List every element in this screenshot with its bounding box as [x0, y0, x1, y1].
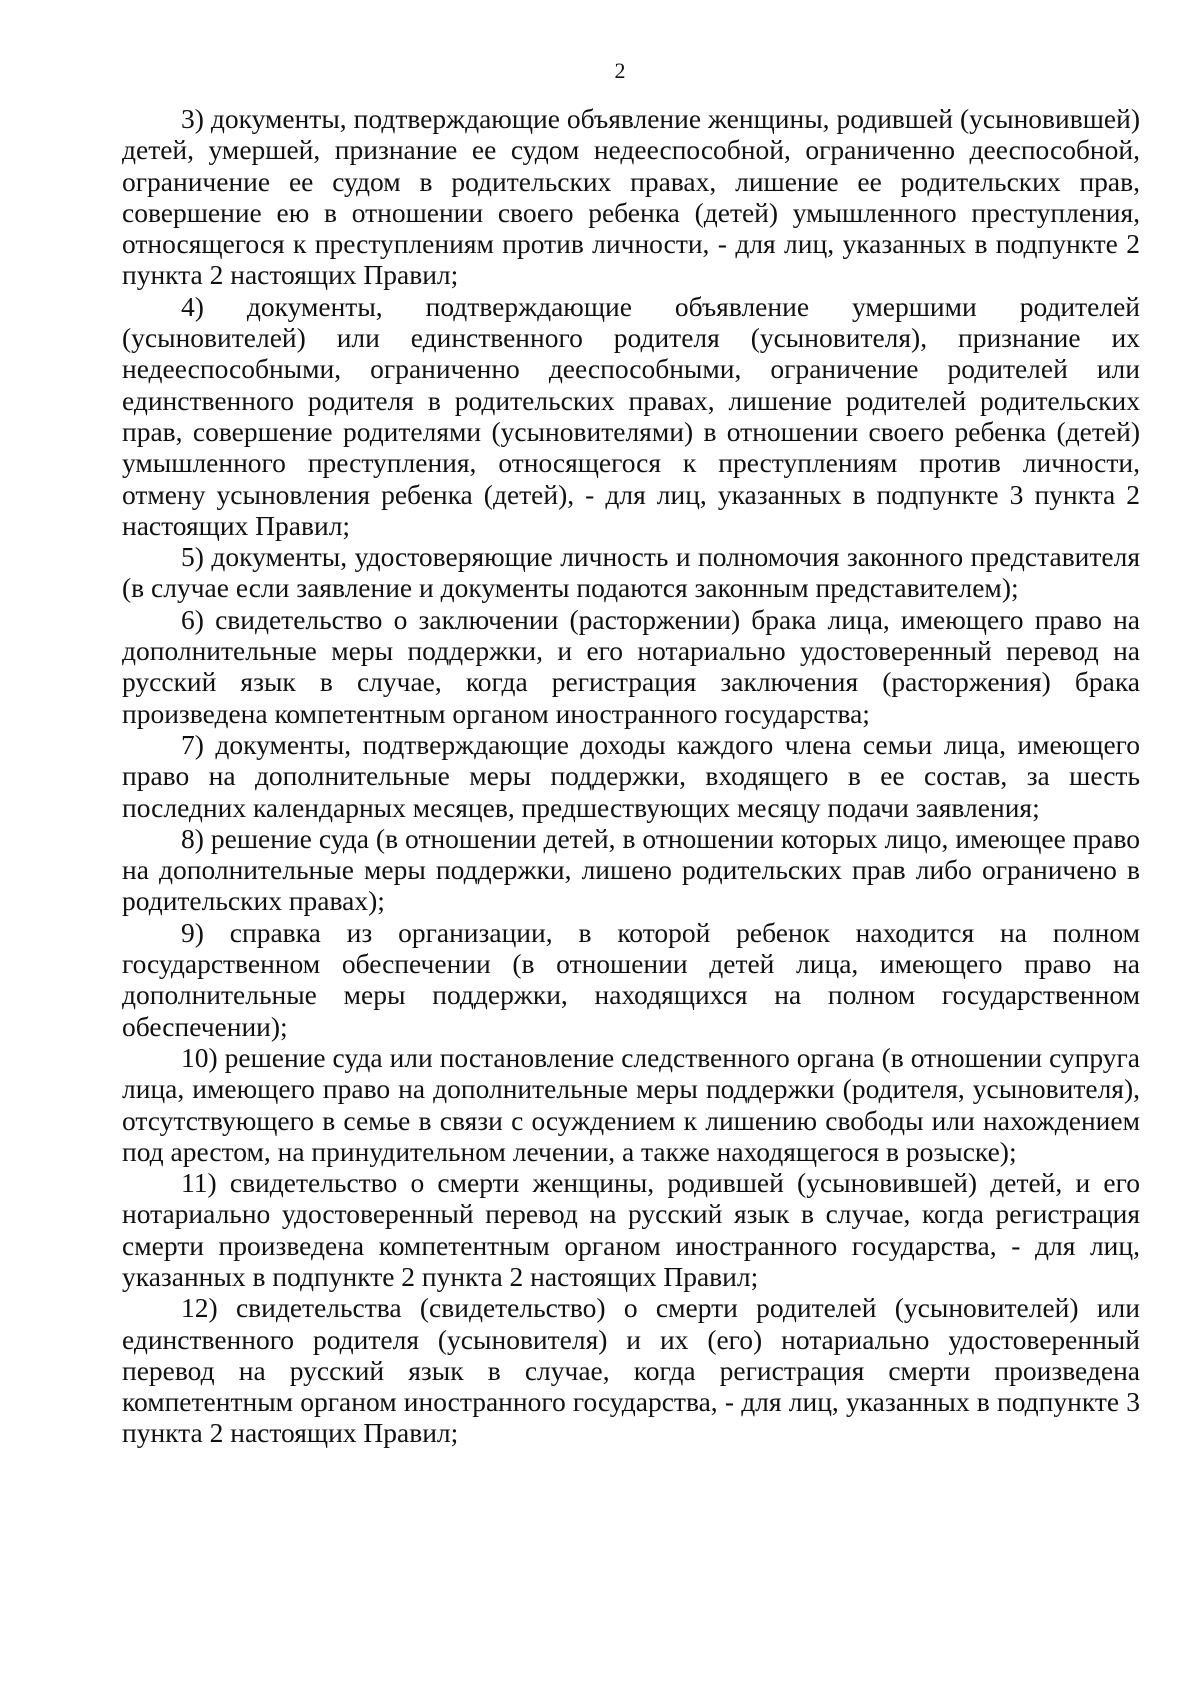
list-item-6: 6) свидетельство о заключении (расторжении) брака лица, имеющего право на дополнительные меры поддержки, и его нотариально удостоверенный перевод на русский язык в случае, когда регистрация заключения (расторжения) брака произведена компетентным органом иностранного государства;: [122, 603, 1140, 729]
document-body: [122, 103, 1140, 1449]
list-item-11: 11) свидетельство о смерти женщины, родившей (усыновившей) детей, и его нотариально удостоверенный перевод на русский язык в случае, когда регистрация смерти произведена компетентным органом иностранного государства, - для лиц, указанных в подпункте 2 пункта 2 настоящих Правил;: [122, 1167, 1140, 1292]
list-item-10: 10) решение суда или постановление следственного органа (в отношении супруга лица, имеющего право на дополнительные меры поддержки (родителя, усыновителя), отсутствующего в семье в связи с осуждением к лишению свободы или нахождением под арестом, на принудительном лечении, а также находящегося в розыске);: [122, 1041, 1140, 1167]
page-number: 2: [614, 58, 626, 83]
list-item-8: 8) решение суда (в отношении детей, в отношении которых лицо, имеющее право на дополнительные меры поддержки, лишено родительских прав либо ограничено в родительских правах);: [122, 822, 1140, 917]
list-item-3: 3) документы, подтверждающие объявление женщины, родившей (усыновившей) детей, умершей, признание ее судом недееспособной, ограниченно дееспособной, ограничение ее судом в родительских правах, лишение ее родительских прав, совершение ею в отношении своего ребенка (детей) умышленного преступления, относящегося к преступлениям против личности, - для лиц, указанных в подпункте 2 пункта 2 настоящих Правил;: [122, 103, 1140, 291]
list-item-4: 4) документы, подтверждающие объявление умершими родителей (усыновителей) или единственного родителя (усыновителя), признание их недееспособными, ограниченно дееспособными, ограничение родителей или единственного родителя в родительских правах, лишение родителей родительских прав, совершение родителями (усыновителями) в отношении своего ребенка (детей) умышленного преступления, относящегося к преступлениям против личности, отмену усыновления ребенка (детей), - для лиц, указанных в подпункте 3 пункта 2 настоящих Правил;: [122, 290, 1140, 541]
list-item-12: 12) свидетельства (свидетельство) о смерти родителей (усыновителей) или единственного родителя (усыновителя) и их (его) нотариально удостоверенный перевод на русский язык в случае, когда регистрация смерти произведена компетентным органом иностранного государства, - для лиц, указанных в подпункте 3 пункта 2 настоящих Правил;: [122, 1292, 1140, 1449]
list-item-7: 7) документы, подтверждающие доходы каждого члена семьи лица, имеющего право на дополнительные меры поддержки, входящего в ее состав, за шесть последних календарных месяцев, предшествующих месяцу подачи заявления;: [122, 728, 1140, 823]
list-item-9: 9) справка из организации, в которой ребенок находится на полном государственном обеспечении (в отношении детей лица, имеющего право на дополнительные меры поддержки, находящихся на полном государственном обеспечении);: [122, 916, 1140, 1042]
list-item-5: 5) документы, удостоверяющие личность и полномочия законного представителя (в случае если заявление и документы подаются законным представителем);: [122, 541, 1140, 604]
